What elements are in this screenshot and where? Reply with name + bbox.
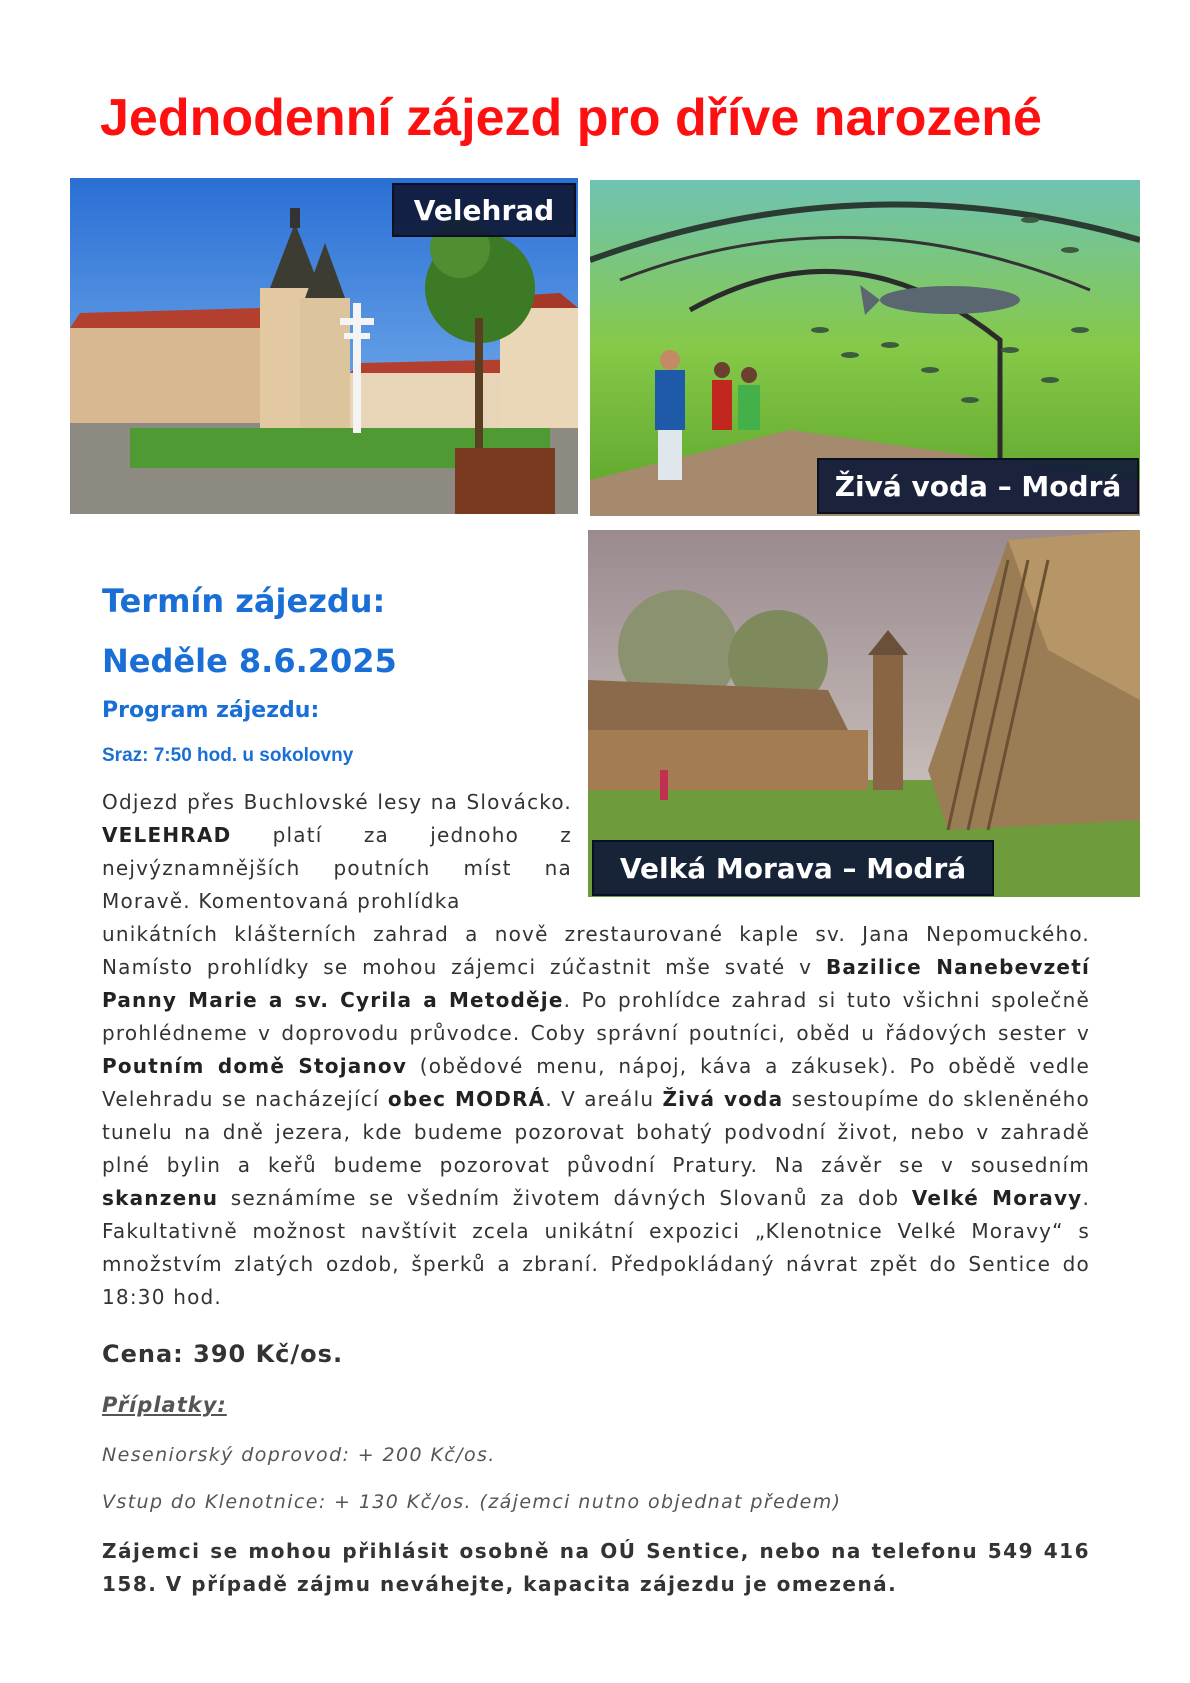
body-text: sestoupíme do skleněného tunelu na dně jezera, kde budeme pozorovat bohatý podvodní život, nebo v zahradě plné bylin a keřů budeme pozorovat původní Pratury. Na závěr se v sousedním	[102, 1087, 1090, 1177]
body-bold: Poutním domě Stojanov	[102, 1054, 408, 1078]
body-bold: VELEHRAD	[102, 823, 232, 847]
page-title: Jednodenní zájezd pro dříve narozené	[100, 89, 1042, 147]
price: Cena: 390 Kč/os.	[102, 1340, 344, 1368]
surcharges-label: Příplatky:	[102, 1393, 227, 1417]
program-label: Program zájezdu:	[102, 698, 320, 723]
body-text: seznámíme se všedním životem dávných Slovanů za dob	[218, 1186, 912, 1210]
body-bold: Bazilice Nanebevzetí Panny Marie a sv. Cyrila a Metoděje	[102, 955, 1091, 1012]
body-text: (obědové menu, nápoj, káva a zákusek). Po obědě vedle Velehradu se nacházející	[102, 1054, 1090, 1111]
term-label: Termín zájezdu:	[102, 582, 386, 620]
body-bold: Živá voda	[662, 1087, 784, 1111]
body-bold: obec MODRÁ	[387, 1087, 546, 1111]
caption-velka-morava: Velká Morava – Modrá	[592, 840, 994, 896]
caption-velehrad: Velehrad	[392, 183, 576, 237]
trip-date: Neděle 8.6.2025	[102, 642, 397, 680]
contact-info: Zájemci se mohou přihlásit osobně na OÚ Sentice, nebo na telefonu 549 416 158. V případě zájmu neváhejte, kapacita zájezdu je omezená.	[102, 1539, 1090, 1596]
body-bold: Velké Moravy	[911, 1186, 1083, 1210]
body-text: . Fakultativně možnost navštívit zcela unikátní expozici „Klenotnice Velké Moravy“ s množstvím zlatých ozdob, šperků a zbraní. Předpokládaný návrat zpět do Sentice do 18:30 hod.	[102, 1186, 1090, 1309]
body-bold: skanzenu	[102, 1186, 219, 1210]
surcharge-item: Vstup do Klenotnice: + 130 Kč/os. (zájemci nutno objednat předem)	[102, 1491, 842, 1513]
body-text: platí za jednoho z nejvýznamnějších poutních míst na Moravě. Komentovaná prohlídka	[102, 823, 572, 913]
program-description	[102, 918, 1090, 1314]
body-text: . Po prohlídce zahrad si tuto všichni společně prohlédneme v doprovodu průvodce. Coby správní poutníci, oběd u řádových sester v	[102, 988, 1091, 1045]
body-text: Odjezd přes Buchlovské lesy na Slovácko.	[102, 790, 572, 814]
surcharge-item: Neseniorský doprovod: + 200 Kč/os.	[102, 1444, 496, 1466]
program-intro	[102, 786, 572, 918]
meeting-point: Sraz: 7:50 hod. u sokolovny	[102, 745, 354, 766]
body-text: unikátních klášterních zahrad a nově zrestaurované kaple sv. Jana Nepomuckého. Namísto prohlídky se mohou zájemci zúčastnit mše svaté v	[102, 922, 1090, 979]
body-text: . V areálu	[545, 1087, 663, 1111]
caption-ziva-voda: Živá voda – Modrá	[817, 458, 1139, 514]
